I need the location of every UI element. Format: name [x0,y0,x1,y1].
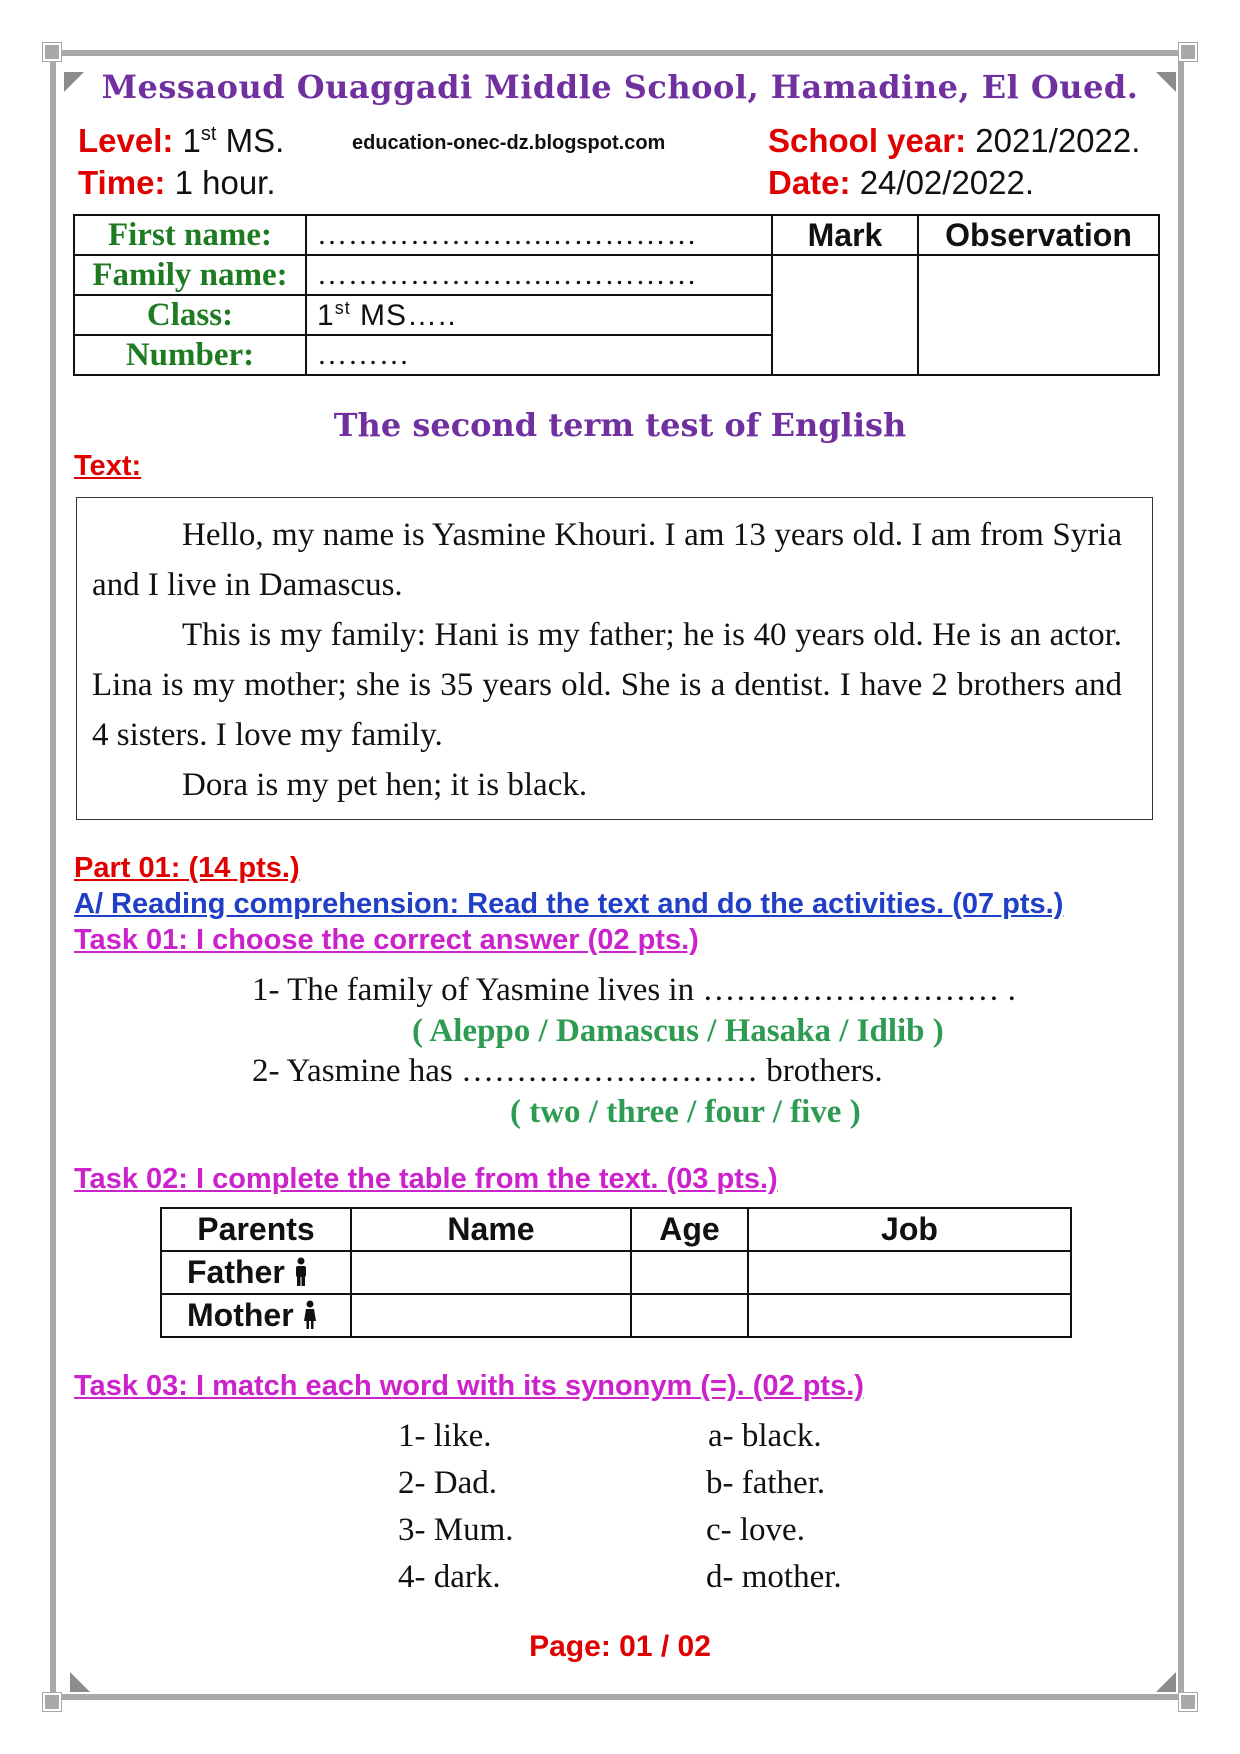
mother-job-cell[interactable] [748,1294,1071,1337]
match-right-item: a- black. [708,1418,822,1454]
match-right-item: d- mother. [706,1559,842,1595]
col-header-age: Age [631,1208,748,1251]
father-name-cell[interactable] [351,1251,631,1294]
class-field[interactable] [306,295,772,335]
task1-options-2: ( two / three / four / five ) [510,1094,861,1130]
level-value: 1 [182,122,201,159]
match-left-item: 2- Dad. [398,1465,497,1501]
time-label: Time: [78,164,166,201]
time-line [78,164,276,202]
text-paragraph: Hello, my name is Yasmine Khouri. I am 13 years old. I am from Syria and I live in Damascus. [92,517,1122,603]
match-left-item: 1- like. [398,1418,492,1454]
student-info-table [73,214,1160,376]
class-suffix: MS….. [350,298,457,332]
father-job-cell[interactable] [748,1251,1071,1294]
row-label: Mother [187,1297,294,1333]
level-line [78,122,284,160]
school-year-value: 2021/2022. [966,122,1141,159]
family-name-field[interactable]: ………………….…………… [306,255,772,295]
corner-square [43,43,61,61]
observation-header: Observation [918,215,1159,255]
task1-heading: Task 01: I choose the correct answer (02 pts.) [74,924,699,956]
task3-heading: Task 03: I match each word with its synonym (=). (02 pts.) [74,1370,864,1402]
observation-box [918,255,1159,375]
row-label: Father [187,1254,285,1290]
text-label: Text: [74,450,142,482]
mark-box [772,255,918,375]
blog-url: education-onec-dz.blogspot.com [352,132,666,154]
number-label: Number: [74,335,306,375]
class-label: Class: [74,295,306,335]
mark-header: Mark [772,215,918,255]
school-name: Messaoud Ouaggadi Middle School, Hamadine, El Oued. [101,68,1139,106]
corner-triangle [1156,1672,1176,1692]
female-person-icon [303,1300,317,1330]
task1-question-2: 2- Yasmine has ……………………… brothers. [252,1053,883,1089]
first-name-label: First name: [74,215,306,255]
level-sup: st [200,123,217,145]
match-left-item: 4- dark. [398,1559,501,1595]
task1-question-1: 1- The family of Yasmine lives in ……………………… . [252,972,1016,1008]
text-paragraph: This is my family: Hani is my father; he is 40 years old. He is an actor. Lina is my mother; she is 35 years old. She is a dentist. I have 2 brothers and 4 sisters. I love my family. [92,617,1122,753]
corner-square [1179,43,1197,61]
table-row [161,1294,1071,1337]
col-header-parents: Parents [161,1208,351,1251]
match-left-item: 3- Mum. [398,1512,514,1548]
first-name-field[interactable]: ………………….…………… [306,215,772,255]
text-paragraph: Dora is my pet hen; it is black. [182,767,588,803]
number-field[interactable]: ……… [306,335,772,375]
family-name-label: Family name: [74,255,306,295]
table-row [161,1251,1071,1294]
task2-heading: Task 02: I complete the table from the text. (03 pts.) [74,1163,778,1195]
level-label: Level: [78,122,174,159]
section-a-heading: A/ Reading comprehension: Read the text and do the activities. (07 pts.) [74,888,1064,920]
corner-square [1179,1693,1197,1711]
level-suffix: MS. [216,122,285,159]
class-sup: st [334,297,351,318]
mother-name-cell[interactable] [351,1294,631,1337]
date-line [768,164,1034,202]
parents-table [160,1207,1072,1338]
date-value: 24/02/2022. [850,164,1035,201]
match-right-item: c- love. [706,1512,805,1548]
father-age-cell[interactable] [631,1251,748,1294]
mother-age-cell[interactable] [631,1294,748,1337]
page-number: Page: 01 / 02 [529,1630,711,1663]
class-value: 1 [317,298,335,332]
row-mother [161,1294,351,1337]
task1-options-1: ( Aleppo / Damascus / Hasaka / Idlib ) [412,1013,944,1049]
part1-heading: Part 01: (14 pts.) [74,852,300,884]
school-year-line [768,122,1140,160]
male-person-icon [294,1257,308,1287]
reading-text-box [76,497,1153,820]
row-father [161,1251,351,1294]
corner-triangle [70,1672,90,1692]
match-right-item: b- father. [706,1465,826,1501]
time-value: 1 hour. [165,164,276,201]
test-title: The second term test of English [333,406,907,444]
col-header-job: Job [748,1208,1071,1251]
school-year-label: School year: [768,122,967,159]
col-header-name: Name [351,1208,631,1251]
corner-square [43,1693,61,1711]
date-label: Date: [768,164,851,201]
